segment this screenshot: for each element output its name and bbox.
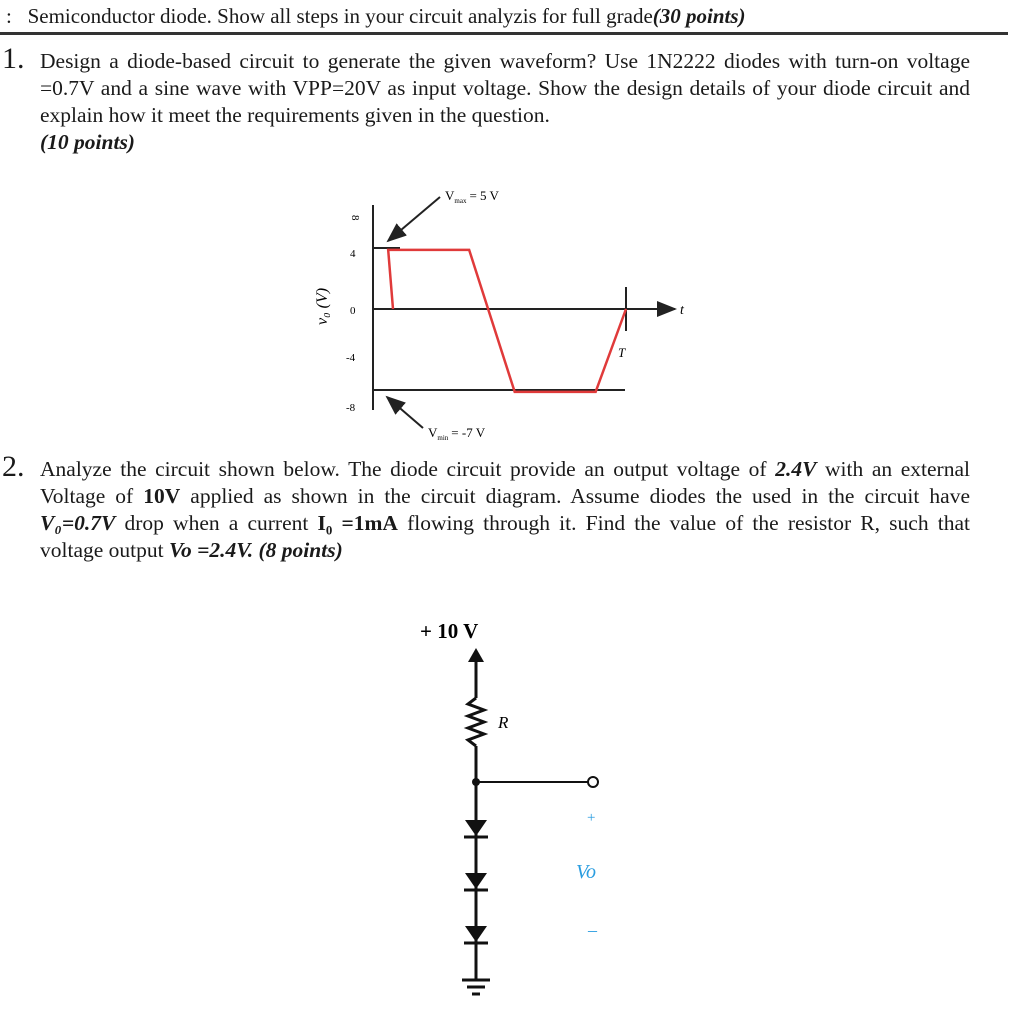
resistor [468, 698, 484, 746]
y-tick-label: 8 [349, 215, 361, 221]
period-label: T [618, 345, 626, 360]
q1-points: (10 points) [40, 130, 135, 154]
supply-label: + 10 V [420, 619, 479, 643]
header-text: Semiconductor diode. Show all steps in your circuit analyzis for full grade [27, 4, 653, 28]
supply-arrow [468, 648, 484, 662]
output-terminal [588, 777, 598, 787]
y-tick-label: -8 [346, 402, 356, 414]
y-tick-label: 4 [350, 248, 356, 260]
header-marker: : [6, 4, 12, 28]
diode [464, 873, 488, 890]
q2-number: 2. [2, 450, 25, 483]
q2-vext: 10V [143, 484, 181, 508]
q2-vd: V₀=0.7V [40, 511, 116, 535]
vo-label: Vo [576, 861, 596, 883]
q2-text [40, 456, 970, 564]
vmax-label [445, 188, 500, 205]
header-rule [0, 32, 1008, 35]
diode [464, 926, 488, 943]
vo-plus-label: + [587, 810, 596, 826]
diode [464, 820, 488, 837]
q2-t3: applied as shown in the circuit diagram. Assume diodes the used in the circuit have [180, 484, 970, 508]
vmax-prefix: V [445, 188, 455, 203]
q2-t2: with an external Voltage of [40, 457, 970, 508]
q1-number: 1. [2, 42, 25, 75]
x-axis-label: t [680, 303, 684, 318]
q1-text [40, 48, 970, 156]
waveform-line [388, 250, 626, 392]
resistor-label: R [498, 713, 509, 732]
q2-t1: Analyze the circuit shown below. The diode circuit provide an output voltage of [40, 457, 776, 481]
vmin-arrow [387, 397, 423, 428]
vmin-prefix: V [428, 425, 438, 440]
vo-minus-label: – [588, 920, 597, 940]
vmax-sub: max [454, 197, 467, 205]
q1-body: Design a diode-based circuit to generate the given waveform? Use 1N2222 diodes with turn-on voltage =0.7V and a sine wave with VPP=20V as input voltage. Show the design details of your diode circuit and explain how it meet the requirements given in the question. [40, 49, 970, 127]
y-tick-label: -4 [346, 352, 356, 364]
q2-t4: drop when a current [115, 511, 318, 535]
waveform-figure [280, 175, 700, 445]
vmin-sub: min [437, 434, 449, 442]
ground-symbol [462, 980, 490, 994]
vmin-label [428, 425, 486, 442]
y-axis-label: v₀ (V) [314, 287, 331, 325]
waveform-series [388, 250, 626, 392]
q2-id: I₀ =1mA [317, 511, 398, 535]
section-header [6, 4, 746, 29]
vmin-value: = -7 V [451, 425, 486, 440]
y-tick-label: 0 [350, 305, 356, 317]
header-points: (30 points) [652, 4, 746, 28]
q2-t5: flowing through it. Find the value of the resistor R, such that voltage output [40, 511, 970, 562]
vmax-value: = 5 V [469, 188, 499, 203]
q2-vout: 2.4V [775, 457, 817, 481]
q2-vo: Vo =2.4V. (8 points) [168, 538, 343, 562]
vmax-arrow [388, 197, 440, 241]
circuit-diagram [380, 610, 640, 1024]
